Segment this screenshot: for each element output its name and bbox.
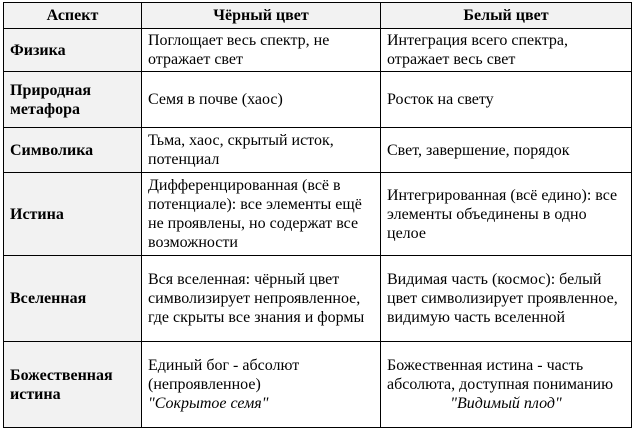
row-white-cell [381,342,632,428]
row-black: Вся вселенная: чёрный цвет символизирует непроявленное, где скрыты все знания и формы [142,256,381,342]
table-row [4,128,632,173]
comparison-table [3,2,632,428]
row-black: Тьма, хаос, скрытый исток, потенциал [142,128,381,173]
row-white: Божественная истина - часть абсолюта, доступная пониманию [387,357,614,393]
row-white: Росток на свету [381,72,632,128]
header-aspect: Аспект [4,3,142,29]
row-white: Интегрированная (всё едино): все элементы объединены в одно целое [381,173,632,256]
row-black: Единый бог - абсолют (непроявленное) [148,357,300,393]
row-white-quote: "Видимый плод" [450,395,562,412]
row-aspect: Божественная истина [4,342,142,428]
row-aspect: Символика [4,128,142,173]
table-header-row [4,3,632,29]
table-row [4,173,632,256]
row-aspect: Природная метафора [4,72,142,128]
row-white: Интеграция всего спектра, отражает весь свет [381,29,632,72]
row-aspect: Вселенная [4,256,142,342]
row-white: Видимая часть (космос): белый цвет символизирует проявленное, видимую часть вселенной [381,256,632,342]
table-row [4,342,632,428]
row-black-cell [142,342,381,428]
header-black: Чёрный цвет [142,3,381,29]
table-row [4,29,632,72]
table-row [4,72,632,128]
row-black-quote: "Сокрытое семя" [148,395,269,412]
row-black: Дифференцированная (всё в потенциале): все элементы ещё не проявлены, но содержат все возможности [142,173,381,256]
row-black: Семя в почве (хаос) [142,72,381,128]
row-white: Свет, завершение, порядок [381,128,632,173]
table-row [4,256,632,342]
row-aspect: Истина [4,173,142,256]
header-white: Белый цвет [381,3,632,29]
row-black: Поглощает весь спектр, не отражает свет [142,29,381,72]
row-aspect: Физика [4,29,142,72]
